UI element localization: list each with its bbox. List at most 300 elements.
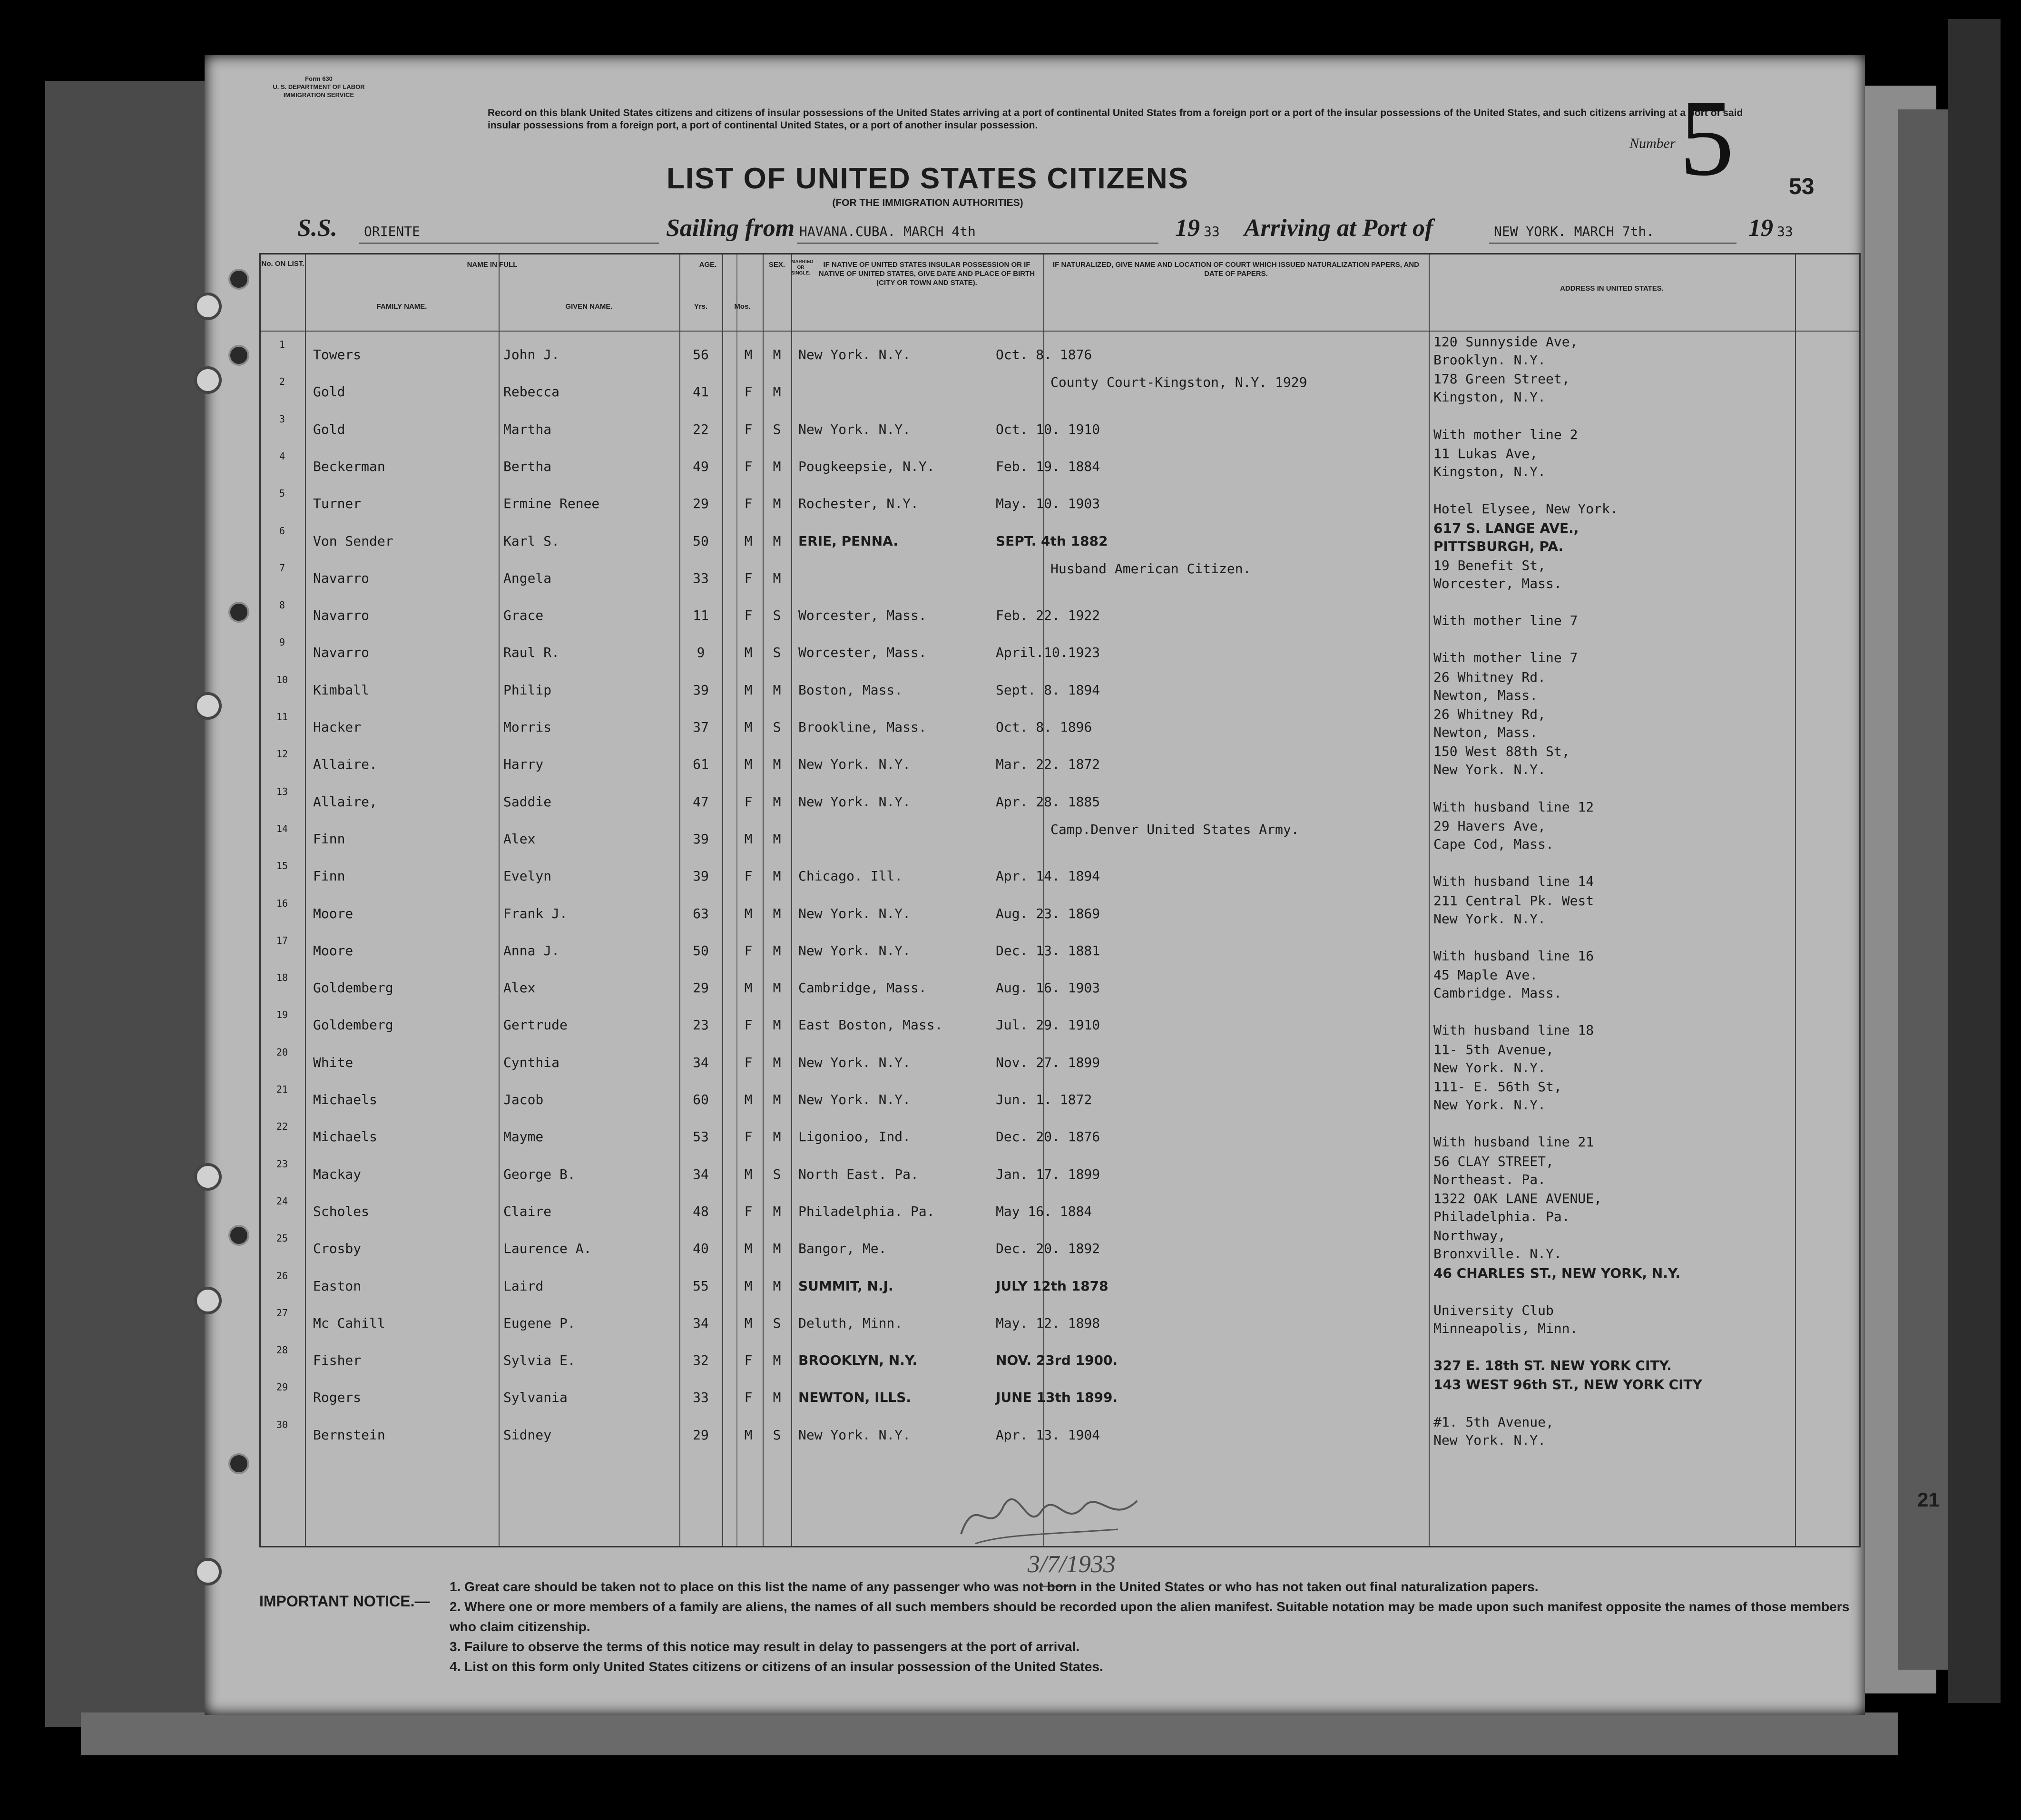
header-mos: Mos. [734,303,751,311]
age-years: 55 [693,1278,709,1294]
age-years: 49 [693,458,709,474]
age-years: 9 [697,645,705,661]
family-name: Gold [313,384,345,400]
birth-date: Aug. 16. 1903 [996,980,1100,996]
table-row [261,333,1859,370]
sex: F [744,793,753,810]
sex: F [744,1389,753,1406]
table-row [261,929,1859,966]
given-name: Frank J. [503,905,568,921]
given-name: Laurence A. [503,1241,592,1257]
age-years: 63 [693,905,709,921]
family-name: Kimball [313,682,370,698]
binder-hole [194,1558,222,1585]
birth-date: Apr. 13. 1904 [996,1427,1100,1443]
sex: M [744,347,753,362]
family-name: Turner [313,496,362,512]
arriving-year: 33 [1777,224,1793,239]
birthplace: ERIE, PENNA. [798,533,898,549]
address: 111- E. 56th St, New York. N.Y. [1433,1079,1562,1113]
punch-hole [228,602,249,623]
birthplace: Pougkeepsie, N.Y. [798,458,935,474]
marital-status: M [773,868,781,884]
birthplace: New York. N.Y. [798,905,911,921]
sex: F [744,384,753,400]
given-name: Morris [503,719,552,735]
birth-date: Aug. 23. 1869 [996,905,1100,921]
table-row [261,1190,1859,1227]
address: 29 Havers Ave, Cape Cod, Mass. [1433,818,1554,852]
family-name: Navarro [313,570,370,586]
marital-status: S [773,645,781,661]
age-years: 50 [693,942,709,959]
age-years: 34 [693,1166,709,1182]
sailing-from: HAVANA.CUBA. MARCH 4th [799,224,976,239]
ship-name: ORIENTE [364,224,421,239]
given-name: Karl S. [503,533,560,549]
family-name: White [313,1054,353,1070]
sex: M [744,1166,753,1182]
marital-status: M [773,756,781,773]
table-row [261,705,1859,743]
age-years: 23 [693,1017,709,1033]
row-number: 24 [276,1195,288,1207]
birth-date: Nov. 27. 1899 [996,1054,1100,1070]
birth-date: JULY 12th 1878 [996,1278,1109,1294]
age-years: 29 [693,980,709,996]
row-number: 8 [279,599,285,611]
birth-date: Feb. 22. 1922 [996,607,1100,624]
sailing-label: Sailing from [666,215,795,242]
birthplace: Boston, Mass. [798,682,903,698]
address: 120 Sunnyside Ave, Brooklyn. N.Y. [1433,334,1578,368]
family-name: Von Sender [313,533,393,549]
row-number: 18 [276,972,288,984]
table-row [261,1301,1859,1339]
sex: F [744,868,753,884]
header-naturalized: IF NATURALIZED, GIVE NAME AND LOCATION OF COURT WHICH ISSUED NATURALIZATION PAPERS, AND DATE OF PAPERS. [1053,261,1419,278]
row-number: 28 [276,1344,288,1356]
marital-status: M [773,905,781,921]
birthplace: New York. N.Y. [798,942,911,959]
birthplace: New York. N.Y. [798,1427,911,1443]
given-name: Evelyn [503,868,552,884]
age-years: 47 [693,793,709,810]
address: 143 WEST 96th ST., NEW YORK CITY [1433,1377,1702,1393]
age-years: 11 [693,607,709,624]
birthplace: Cambridge, Mass. [798,980,927,996]
birth-date: May. 12. 1898 [996,1315,1100,1331]
row-number: 4 [279,450,285,462]
header-family-name: FAMILY NAME. [376,303,427,311]
table-row [261,854,1859,891]
age-years: 40 [693,1241,709,1257]
address: 26 Whitney Rd, Newton, Mass. [1433,706,1546,740]
family-name: Rogers [313,1389,362,1406]
family-name: Allaire. [313,756,377,773]
marital-status: M [773,1241,781,1257]
sex: F [744,1203,753,1219]
table-row [261,631,1859,668]
binder-hole [194,1287,222,1314]
notice-item-4: 4. List on this form only United States citizens or citizens of an insular possession of the United States. [450,1659,1103,1674]
birthplace: Worcester, Mass. [798,607,927,624]
birthplace: Rochester, N.Y. [798,496,919,512]
header-yrs: Yrs. [694,303,708,311]
marital-status: S [773,1315,781,1331]
birthplace: NEWTON, ILLS. [798,1389,912,1406]
address: 19 Benefit St, Worcester, Mass. [1433,557,1562,591]
sex: F [744,570,753,586]
family-name: Michaels [313,1129,377,1145]
birthplace: Brookline, Mass. [798,719,927,735]
family-name: Navarro [313,607,370,624]
sex: M [744,1241,753,1257]
table-row [261,408,1859,445]
birth-date: Apr. 14. 1894 [996,868,1100,884]
birth-date: Feb. 19. 1884 [996,458,1100,474]
given-name: Alex [503,831,536,847]
age-years: 41 [693,384,709,400]
header-given-name: GIVEN NAME. [565,303,613,311]
row-number: 13 [276,785,288,797]
year-prefix: 19 [1175,215,1200,242]
family-name: Fisher [313,1352,362,1369]
given-name: Raul R. [503,645,560,661]
address: 11 Lukas Ave, Kingston, N.Y. [1433,445,1546,479]
given-name: Ermine Renee [503,496,600,512]
marital-status: S [773,719,781,735]
passenger-table [259,253,1861,1547]
marital-status: M [773,942,781,959]
back-sheet-right-2 [1898,109,1951,1670]
row-number: 17 [276,934,288,946]
address: With husband line 12 [1433,799,1594,815]
sex: M [744,1427,753,1443]
back-sheet-far-right [1948,19,2001,1703]
table-row [261,1227,1859,1264]
marital-status: M [773,1203,781,1219]
given-name: Jacob [503,1092,544,1107]
sex: M [744,1278,753,1294]
marital-status: M [773,1352,781,1369]
service-name: IMMIGRATION SERVICE [283,91,354,98]
given-name: Claire [503,1203,552,1219]
sex: M [744,1315,753,1331]
table-row [261,1264,1859,1301]
row-number: 16 [276,897,288,909]
given-name: Sidney [503,1427,552,1443]
row-number: 22 [276,1121,288,1133]
address: 150 West 88th St, New York. N.Y. [1433,744,1570,778]
sex: M [744,831,753,847]
age-years: 29 [693,496,709,512]
birth-date: Jun. 1. 1872 [996,1092,1092,1107]
given-name: Sylvia E. [503,1352,576,1369]
sex: F [744,421,753,437]
table-row [261,966,1859,1003]
sex: M [744,980,753,996]
given-name: John J. [503,347,560,362]
table-row [261,892,1859,929]
family-name: Crosby [313,1241,362,1257]
address: 327 E. 18th ST. NEW YORK CITY. [1433,1358,1672,1374]
address: With mother line 7 [1433,613,1578,629]
table-row [261,668,1859,705]
family-name: Michaels [313,1092,377,1107]
birthplace: Philadelphia. Pa. [798,1203,935,1219]
row-number: 10 [276,674,288,685]
page-subtitle: (FOR THE IMMIGRATION AUTHORITIES) [832,197,1023,208]
header-birthplace: IF NATIVE OF UNITED STATES INSULAR POSSESSION OR IF NATIVE OF UNITED STATES, GIVE DATE AND PLACE OF BIRTH (CITY OR TOWN AND STATE). [818,261,1035,287]
age-years: 33 [693,570,709,586]
age-years: 39 [693,868,709,884]
given-name: Anna J. [503,942,560,959]
family-name: Finn [313,831,345,847]
table-row [261,1413,1859,1450]
birth-date: Dec. 13. 1881 [996,942,1100,959]
marital-status: S [773,1166,781,1182]
sex: M [744,533,753,549]
naturalization: County Court-Kingston, N.Y. 1929 [1050,374,1307,391]
list-number: 5 [1679,77,1734,198]
sailing-year: 33 [1204,224,1220,239]
row-number: 27 [276,1307,288,1319]
sex: M [744,756,753,773]
family-name: Mc Cahill [313,1315,385,1331]
header-no: No. ON LIST. [261,260,304,268]
table-row [261,557,1859,594]
birthplace: New York. N.Y. [798,1092,911,1107]
address: 45 Maple Ave. Cambridge. Mass. [1433,967,1562,1001]
marital-status: M [773,384,781,400]
birthplace: Chicago. Ill. [798,868,903,884]
row-count-annotation: 21 [1917,1488,1940,1511]
punch-hole [228,1453,249,1474]
row-number: 7 [279,562,285,574]
notice-heading: IMPORTANT NOTICE.— [259,1593,430,1610]
address: 26 Whitney Rd. Newton, Mass. [1433,669,1546,703]
table-row [261,780,1859,817]
family-name: Beckerman [313,458,385,474]
birthplace: New York. N.Y. [798,1054,911,1070]
family-name: Hacker [313,719,362,735]
family-name: Gold [313,421,345,437]
record-instructions: Record on this blank United States citizens and citizens of insular possessions of the United States arriving at a port of continental United States from a foreign port or a port of the insular possessions of the United States, and such citizens arriving at a port of said insular possessions from a foreign port, a port of continental United States, or a port of another insular possession. [488,108,1743,131]
age-years: 29 [693,1427,709,1443]
row-number: 1 [279,339,285,350]
marital-status: M [773,496,781,512]
given-name: Harry [503,756,544,773]
family-name: Scholes [313,1203,370,1219]
address: 617 S. LANGE AVE., PITTSBURGH, PA. [1433,520,1579,554]
address: 178 Green Street, Kingston, N.Y. [1433,371,1570,405]
age-years: 48 [693,1203,709,1219]
age-years: 60 [693,1092,709,1107]
marital-status: M [773,458,781,474]
row-number: 2 [279,376,285,388]
sex: F [744,1017,753,1033]
arriving-label: Arriving at Port of [1244,215,1433,242]
row-number: 5 [279,488,285,499]
binder-hole [194,366,222,394]
sex: F [744,496,753,512]
department-name: U. S. DEPARTMENT OF LABOR [273,83,365,90]
sex: M [744,719,753,735]
ss-label: S.S. [297,215,337,242]
address: 46 CHARLES ST., NEW YORK, N.Y. [1433,1265,1681,1281]
marital-status: S [773,607,781,624]
birthplace: SUMMIT, N.J. [798,1278,893,1294]
back-sheet-left [45,81,207,1727]
marital-status: M [773,570,781,586]
age-years: 34 [693,1054,709,1070]
punch-hole [228,345,249,366]
birthplace: New York. N.Y. [798,793,911,810]
sex: M [744,1092,753,1107]
given-name: Bertha [503,458,552,474]
birth-date: Dec. 20. 1892 [996,1241,1100,1257]
row-number: 12 [276,748,288,760]
table-row [261,1115,1859,1152]
given-name: Martha [503,421,552,437]
marital-status: M [773,1278,781,1294]
age-years: 39 [693,831,709,847]
family-name: Allaire, [313,793,377,810]
row-number: 25 [276,1233,288,1244]
age-years: 61 [693,756,709,773]
given-name: Angela [503,570,552,586]
address: With husband line 18 [1433,1022,1594,1038]
marital-status: M [773,980,781,996]
marital-status: M [773,533,781,549]
birth-date: Oct. 8. 1876 [996,347,1092,362]
age-years: 39 [693,682,709,698]
back-sheet-bottom [81,1712,1898,1755]
table-row [261,1153,1859,1190]
birthplace: New York. N.Y. [798,347,911,362]
address: Hotel Elysee, New York. [1433,501,1618,517]
family-name: Easton [313,1278,362,1294]
voyage-line [283,214,1793,252]
address: With husband line 14 [1433,873,1594,890]
birthplace: Ligonioo, Ind. [798,1129,911,1145]
address: University Club Minneapolis, Minn. [1433,1302,1578,1336]
birth-date: SEPT. 4th 1882 [996,533,1108,549]
birthplace: Worcester, Mass. [798,645,927,661]
address: 1322 OAK LANE AVENUE, Philadelphia. Pa. [1433,1190,1602,1224]
given-name: Rebecca [503,384,560,400]
birth-date: Dec. 20. 1876 [996,1129,1100,1145]
page-title: LIST OF UNITED STATES CITIZENS [667,162,1189,195]
table-row [261,482,1859,519]
header-age: AGE. [699,261,717,269]
birth-date: Oct. 10. 1910 [996,421,1100,437]
header-address: ADDRESS IN UNITED STATES. [1560,284,1664,293]
row-number: 11 [276,711,288,723]
address: Northway, Bronxville. N.Y. [1433,1228,1562,1262]
family-name: Mackay [313,1166,362,1182]
address: 56 CLAY STREET, Northeast. Pa. [1433,1153,1554,1187]
given-name: Cynthia [503,1054,560,1070]
given-name: Saddie [503,793,552,810]
given-name: Grace [503,607,544,624]
marital-status: M [773,347,781,362]
given-name: Alex [503,980,536,996]
table-row [261,1376,1859,1413]
family-name: Bernstein [313,1427,385,1443]
marital-status: M [773,682,781,698]
given-name: Mayme [503,1129,544,1145]
year-prefix-2: 19 [1748,215,1773,242]
address: With husband line 16 [1433,948,1594,964]
family-name: Towers [313,347,362,362]
family-name: Moore [313,905,353,921]
marital-status: M [773,1389,781,1406]
row-number: 14 [276,822,288,834]
signature-date: 3/7/1933 [1028,1551,1116,1578]
marital-status: M [773,1054,781,1070]
given-name: Laird [503,1278,544,1294]
age-years: 37 [693,719,709,735]
birth-date: Mar. 22. 1872 [996,756,1100,773]
header-sex: SEX. [768,261,785,269]
birthplace: East Boston, Mass. [798,1017,943,1033]
birth-date: May. 10. 1903 [996,496,1100,512]
row-number: 9 [279,636,285,648]
binder-hole [194,1163,222,1191]
birth-date: Jan. 17. 1899 [996,1166,1100,1182]
marital-status: M [773,831,781,847]
sex: F [744,1054,753,1070]
row-number: 26 [276,1270,288,1282]
sex: F [744,1129,753,1145]
family-name: Goldemberg [313,1017,393,1033]
birth-date: May 16. 1884 [996,1203,1092,1219]
sex: M [744,645,753,661]
age-years: 22 [693,421,709,437]
age-years: 33 [693,1389,709,1406]
age-years: 53 [693,1129,709,1145]
row-number: 23 [276,1158,288,1170]
given-name: George B. [503,1166,576,1182]
address: 211 Central Pk. West New York. N.Y. [1433,892,1594,927]
birth-date: NOV. 23rd 1900. [996,1352,1118,1369]
naturalization: Husband American Citizen. [1050,560,1251,577]
table-row [261,1041,1859,1078]
row-number: 3 [279,413,285,425]
family-name: Goldemberg [313,980,393,996]
sex: F [744,458,753,474]
address: #1. 5th Avenue, New York. N.Y. [1433,1414,1554,1448]
sex: F [744,942,753,959]
birth-date: April.10.1923 [996,645,1100,661]
address: With husband line 21 [1433,1134,1594,1150]
given-name: Philip [503,682,552,698]
row-number: 15 [276,860,288,872]
row-number: 30 [276,1419,288,1430]
birthplace: Deluth, Minn. [798,1315,903,1331]
age-years: 32 [693,1352,709,1369]
address: With mother line 2 [1433,426,1578,442]
row-number: 29 [276,1381,288,1393]
family-name: Navarro [313,645,370,661]
age-years: 50 [693,533,709,549]
family-name: Moore [313,942,353,959]
marital-status: S [773,1427,781,1443]
table-row [261,594,1859,631]
table-row [261,1339,1859,1376]
